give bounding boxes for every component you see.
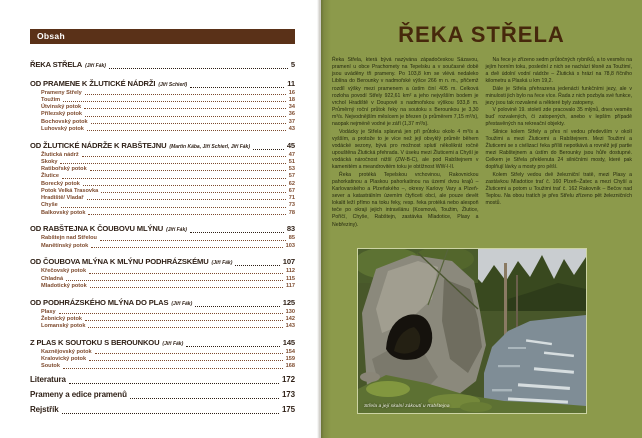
toc-dot-leader bbox=[195, 306, 280, 307]
toc-subentry bbox=[30, 276, 295, 283]
toc-subentry bbox=[30, 97, 295, 104]
toc-subentry-page: 37 bbox=[288, 118, 295, 125]
toc-entry-authors: (Jiří Fák) bbox=[171, 300, 193, 307]
toc-entry-label: Literatura bbox=[30, 374, 66, 384]
body-paragraph: Vodácky je Střela splavná jen při průtoku okolo 4 m³/s a vyšším, a protože to je více než její obvyklý průměr během vodácké sezony, bývá pro možnost splutí několikrát ročně upouštěna Žlutická přehrada. V úseku mezi Žluticemi a Chyší je vodácká náročnost nižší (ZW-B-C), ale pod Rabštejnem v kamenitém a meandrovitém toku je obtížnost WW-I-II. bbox=[332, 128, 479, 171]
toc-subentry-label: Mladotický potok bbox=[41, 282, 87, 289]
toc-subentry-page: 85 bbox=[288, 235, 295, 242]
toc-subentry-label: Plasy bbox=[41, 308, 56, 315]
toc-subentry-page: 47 bbox=[288, 151, 295, 158]
photo-caption: Střela a její skalní zákoutí u Rabštejna bbox=[364, 404, 450, 409]
toc-subentry bbox=[30, 90, 295, 97]
toc-entry bbox=[30, 404, 295, 416]
toc-subentry-label: Kralovický potok bbox=[41, 356, 87, 362]
toc-entry-page: 145 bbox=[282, 337, 295, 347]
toc-subentry-page: 168 bbox=[285, 363, 295, 370]
toc-dot-leader bbox=[63, 368, 283, 369]
toc-dot-leader bbox=[59, 313, 283, 314]
toc-entry-page: 83 bbox=[286, 224, 295, 234]
toc-subentry-label: Přílezský potok bbox=[41, 111, 83, 118]
toc-dot-leader bbox=[100, 240, 286, 241]
toc-subentry bbox=[30, 126, 295, 133]
toc-subentry-page: 115 bbox=[285, 275, 295, 282]
toc-entry-label: OD ČOUBOVA MLÝNA K MLÝNU PODHRÁZSKÉMU bbox=[30, 257, 209, 267]
toc-subentry-page: 103 bbox=[285, 242, 295, 249]
page-gutter bbox=[317, 0, 324, 438]
toc-subentry-page: 67 bbox=[288, 187, 295, 194]
toc-entry-label: Prameny a edice pramenů bbox=[30, 389, 127, 399]
toc-dot-leader bbox=[235, 265, 279, 266]
toc-subentry-page: 142 bbox=[285, 315, 295, 322]
toc-subentry-label: Prameny Střely bbox=[41, 89, 82, 96]
toc-dot-leader bbox=[90, 287, 283, 288]
toc-subentry-label: Hradiště/ Vladař bbox=[41, 195, 84, 201]
toc-subentry bbox=[30, 173, 295, 180]
toc-subentry-page: 117 bbox=[285, 282, 295, 289]
toc-subentry-label: Chyše bbox=[41, 202, 58, 209]
body-paragraph: Dále je Střela přehrazena jedenácti funkčními jezy, ale v minulosti jich bylo na řece více. Řada z nich pozbyla své funkce, jezy jsou tak rozvalené a některé byly zatopeny. bbox=[485, 85, 632, 106]
toc-entry-page: 5 bbox=[290, 60, 295, 69]
toc-entry-page: 11 bbox=[287, 78, 295, 88]
toc-subentry bbox=[30, 166, 295, 173]
toc-dot-leader bbox=[90, 170, 286, 171]
toc-dot-leader bbox=[60, 163, 285, 164]
toc-entry-page: 173 bbox=[281, 389, 295, 399]
toc-subentry-page: 71 bbox=[288, 195, 295, 201]
toc-page bbox=[0, 0, 320, 438]
toc-dot-leader bbox=[91, 247, 282, 248]
toc-entry bbox=[30, 60, 295, 71]
toc-subentry bbox=[30, 188, 295, 195]
toc-subentry bbox=[30, 356, 295, 363]
toc-subentry-label: Bochovský potok bbox=[41, 118, 88, 125]
toc-subentry-label: Borecký potok bbox=[41, 180, 80, 187]
toc-subentry-page: 62 bbox=[288, 180, 295, 187]
toc-subentry bbox=[30, 111, 295, 118]
toc-entry-page: 125 bbox=[282, 297, 295, 307]
body-col-2 bbox=[486, 57, 633, 229]
toc-entry bbox=[30, 389, 295, 401]
toc-subentry bbox=[30, 159, 295, 166]
toc-header-label: Obsah bbox=[37, 31, 65, 41]
toc-dot-leader bbox=[61, 207, 286, 208]
toc-entry-label: OD ŽLUTICKÉ NÁDRŽE K RABŠTEJNU bbox=[30, 140, 167, 150]
toc-subentry-page: 130 bbox=[285, 308, 295, 315]
toc-subentry bbox=[30, 235, 295, 242]
toc-subentry-label: Rabštejn nad Střelou bbox=[41, 235, 97, 242]
toc-header-bar bbox=[30, 29, 295, 44]
toc-entry-label: Rejstřík bbox=[30, 404, 59, 414]
toc-subentry-page: 51 bbox=[288, 158, 295, 165]
toc-dot-leader bbox=[101, 192, 286, 193]
toc-subentry-page: 36 bbox=[288, 111, 295, 118]
toc-dot-leader bbox=[85, 94, 286, 95]
body-paragraph: Silnice kolem Střely a přes ní vedou především v okolí Toužimi a mezi Žluticemi a Rabštejnem. Mezi Toužimí a Žluticemi se s civilizací řeka příliš nepotkává a rovněž její partie mezi Rabštejnem a ústím do Berounky jsou hůře dostupné. Celkem je Střela překlenuta 24 silničními mosty, které pak doplňují lávky a mosty pro pěší. bbox=[485, 128, 632, 171]
toc-dot-leader bbox=[85, 116, 286, 117]
toc-dot-leader bbox=[253, 149, 284, 150]
toc-entry bbox=[30, 338, 295, 349]
toc-entry-page: 107 bbox=[282, 257, 295, 267]
toc-subentry bbox=[30, 202, 295, 209]
toc-subentry-label: Chladná bbox=[41, 275, 64, 282]
toc-subentry bbox=[30, 309, 295, 316]
toc-dot-leader bbox=[190, 87, 284, 88]
toc-entry-page: 172 bbox=[281, 374, 295, 384]
toc-subentry-label: Útvinský potok bbox=[41, 104, 82, 110]
toc-list bbox=[30, 60, 295, 416]
toc-subentry bbox=[30, 210, 295, 217]
toc-subentry-page: 34 bbox=[288, 104, 295, 110]
body-paragraph: V polovině 19. století zde pracovalo 35 mlýnů, dnes vesměs buď rozvalených, či zatopených, anebo v lepším případě přestavěných na rekreační objekty. bbox=[485, 107, 632, 128]
toc-dot-leader bbox=[91, 123, 286, 124]
toc-subentry-label: Žlutice bbox=[41, 173, 60, 180]
chapter-title: ŘEKA STŘELA bbox=[398, 22, 565, 47]
toc-entry bbox=[30, 224, 295, 235]
toc-entry-label: ŘEKA STŘELA bbox=[30, 60, 83, 69]
toc-subentry-label: Křečovský potok bbox=[41, 268, 87, 275]
toc-dot-leader bbox=[87, 199, 286, 200]
toc-subentry-page: 18 bbox=[288, 96, 295, 103]
body-paragraph: Řeka protéká Tepelskou vrchovinou, Rakovnickou pahorkatinou a Plaskou pahorkatinou na území dvou krajů – Karlovarského a Plzeňského –, okresy Karlovy Vary a Plzeň-sever a katastrálním územím čtyřiceti obcí, ale pouze devět lokalit leží přímo na toku řeky, resp. řeka protéká nebo alespoň teče po okraji jejich intravilánu (Kosmová, Toužim, Žlutice, Poříčí, Chyše, Rabštejn, zastávka Mladotice, Plasy a Nebřeziny). bbox=[332, 171, 479, 228]
toc-dot-leader bbox=[190, 232, 284, 233]
toc-subentry-label: Skoky bbox=[41, 158, 58, 165]
toc-subentry-page: 112 bbox=[285, 268, 295, 275]
toc-subentry bbox=[30, 349, 295, 356]
toc-subentry-label: Lomanský potok bbox=[41, 323, 86, 329]
body-paragraph: Na řece je zřízeno sedm průtočných rybníků, a to vesměs na jejím horním toku, poslední z nich se nachází těsně za Toužimí, a dvě údolní vodní nádrže – Žlutická s hrází na 78,8 říčního kilometru a Plaská u km 19,2. bbox=[485, 57, 632, 85]
toc-dot-leader bbox=[109, 68, 288, 69]
toc-dot-leader bbox=[85, 320, 283, 321]
toc-subentry bbox=[30, 363, 295, 370]
toc-subentry-page: 78 bbox=[288, 209, 295, 216]
toc-subentry bbox=[30, 268, 295, 275]
toc-dot-leader bbox=[62, 178, 286, 179]
toc-entry bbox=[30, 141, 295, 152]
toc-subentry-page: 53 bbox=[288, 166, 295, 172]
toc-subentry-label: Ratibořský potok bbox=[41, 166, 87, 172]
toc-subentry bbox=[30, 283, 295, 290]
body-paragraph: Řeka Střela, která bývá nazývána západočeskou Sázavou, pramení u obce Prachomety na Tepelsku a v současné době jsou uváděny tři prameny. Po 103,8 km se vlévá nedaleko Liblína do Berounky v nadmořské výšce 266 m n. m., přičemž rozdíl výšky mezi pramenem a ústím činí 405 m. Celková rozloha povodí Střely 922,61 km² a jeho nejvyšším bodem je vrchol Hradiště v Doupově s nadmořskou výškou 933,8 m. Průměrný roční průtok řeky na soutoku s Berounkou je 3,30 m³/s. Nejvodnějším měsícem je březen (s průměrem 7,15 m³/s), naopak nejméně vodné je září (1,37 m³/s). bbox=[332, 57, 479, 128]
toc-entry bbox=[30, 374, 295, 386]
toc-dot-leader bbox=[63, 101, 286, 102]
toc-subentry-label: Balkovský potok bbox=[41, 209, 86, 216]
chapter-body bbox=[332, 57, 632, 229]
chapter-page bbox=[321, 0, 642, 438]
toc-entry-authors: (Martin Kába, Jiří Schierl, Jiří Fák) bbox=[169, 143, 251, 150]
toc-subentry-page: 154 bbox=[285, 348, 295, 355]
toc-dot-leader bbox=[69, 383, 279, 384]
toc-dot-leader bbox=[130, 398, 279, 399]
toc-entry-authors: (Jiří Fák) bbox=[85, 63, 106, 69]
toc-subentry-page: 159 bbox=[285, 356, 295, 362]
toc-dot-leader bbox=[95, 353, 283, 354]
toc-entry-label: OD PRAMENE K ŽLUTICKÉ NÁDRŽI bbox=[30, 78, 156, 88]
body-paragraph: Kolem Střely vedou dvě železniční tratě, mezi Plasy a zastávkou Mladotice trať č. 160 Plzeň–Žatec a mezi Chyší a Žluticemi a potom u Toužimi trať č. 162 Rakovník – Bečov nad Teplou. Na obou tratích je přes Střelu zřízeno pět železničních mostů. bbox=[485, 171, 632, 207]
toc-entry bbox=[30, 79, 295, 90]
toc-subentry bbox=[30, 152, 295, 159]
toc-subentry-page: 57 bbox=[288, 173, 295, 180]
toc-subentry bbox=[30, 104, 295, 111]
toc-entry-authors: (Jiří Fák) bbox=[211, 260, 233, 267]
toc-dot-leader bbox=[66, 280, 283, 281]
toc-subentry-label: Žlutická nádrž bbox=[41, 151, 79, 158]
toc-subentry-label: Potok Velká Trasovka bbox=[41, 187, 99, 194]
toc-subentry-label: Luhovský potok bbox=[41, 125, 84, 132]
toc-subentry bbox=[30, 323, 295, 330]
body-col-1 bbox=[332, 57, 479, 229]
toc-subentry-label: Kaznějovský potok bbox=[41, 348, 92, 355]
toc-entry-page: 45 bbox=[286, 140, 295, 150]
river-photo-illustration bbox=[358, 249, 586, 413]
toc-subentry bbox=[30, 243, 295, 250]
toc-subentry-page: 43 bbox=[288, 125, 295, 132]
toc-dot-leader bbox=[186, 346, 280, 347]
toc-dot-leader bbox=[62, 413, 279, 414]
toc-subentry bbox=[30, 195, 295, 202]
toc-subentry bbox=[30, 316, 295, 323]
toc-entry-page: 175 bbox=[281, 404, 295, 414]
toc-subentry-page: 143 bbox=[285, 323, 295, 329]
toc-entry bbox=[30, 298, 295, 309]
toc-dot-leader bbox=[89, 273, 283, 274]
river-photo bbox=[358, 249, 586, 413]
toc-dot-leader bbox=[87, 130, 286, 131]
toc-dot-leader bbox=[84, 108, 286, 109]
toc-dot-leader bbox=[82, 156, 286, 157]
toc-entry-authors: (Jiří Schierl) bbox=[158, 81, 188, 88]
toc-subentry-label: Toužim bbox=[41, 96, 61, 103]
toc-subentry-label: Žebnický potok bbox=[41, 315, 83, 322]
toc-dot-leader bbox=[88, 214, 285, 215]
toc-subentry bbox=[30, 181, 295, 188]
toc-subentry-page: 73 bbox=[288, 202, 295, 209]
toc-entry-authors: (Jiří Fák) bbox=[166, 227, 187, 234]
toc-entry-label: OD PODHRÁZSKÉHO MLÝNA DO PLAS bbox=[30, 297, 169, 307]
toc-entry bbox=[30, 257, 295, 268]
toc-entry-label: Z PLAS K SOUTOKU S BEROUNKOU bbox=[30, 337, 160, 347]
toc-subentry-label: Manětínský potok bbox=[41, 242, 89, 249]
toc-dot-leader bbox=[83, 185, 286, 186]
toc-entry-label: OD RABŠTEJNA K ČOUBOVU MLÝNU bbox=[30, 224, 164, 234]
toc-subentry bbox=[30, 119, 295, 126]
toc-subentry-label: Soutok bbox=[41, 363, 60, 370]
toc-dot-leader bbox=[88, 327, 282, 328]
toc-entry-authors: (Jiří Fák) bbox=[162, 340, 184, 347]
toc-subentry-page: 16 bbox=[288, 89, 295, 96]
toc-dot-leader bbox=[89, 360, 283, 361]
